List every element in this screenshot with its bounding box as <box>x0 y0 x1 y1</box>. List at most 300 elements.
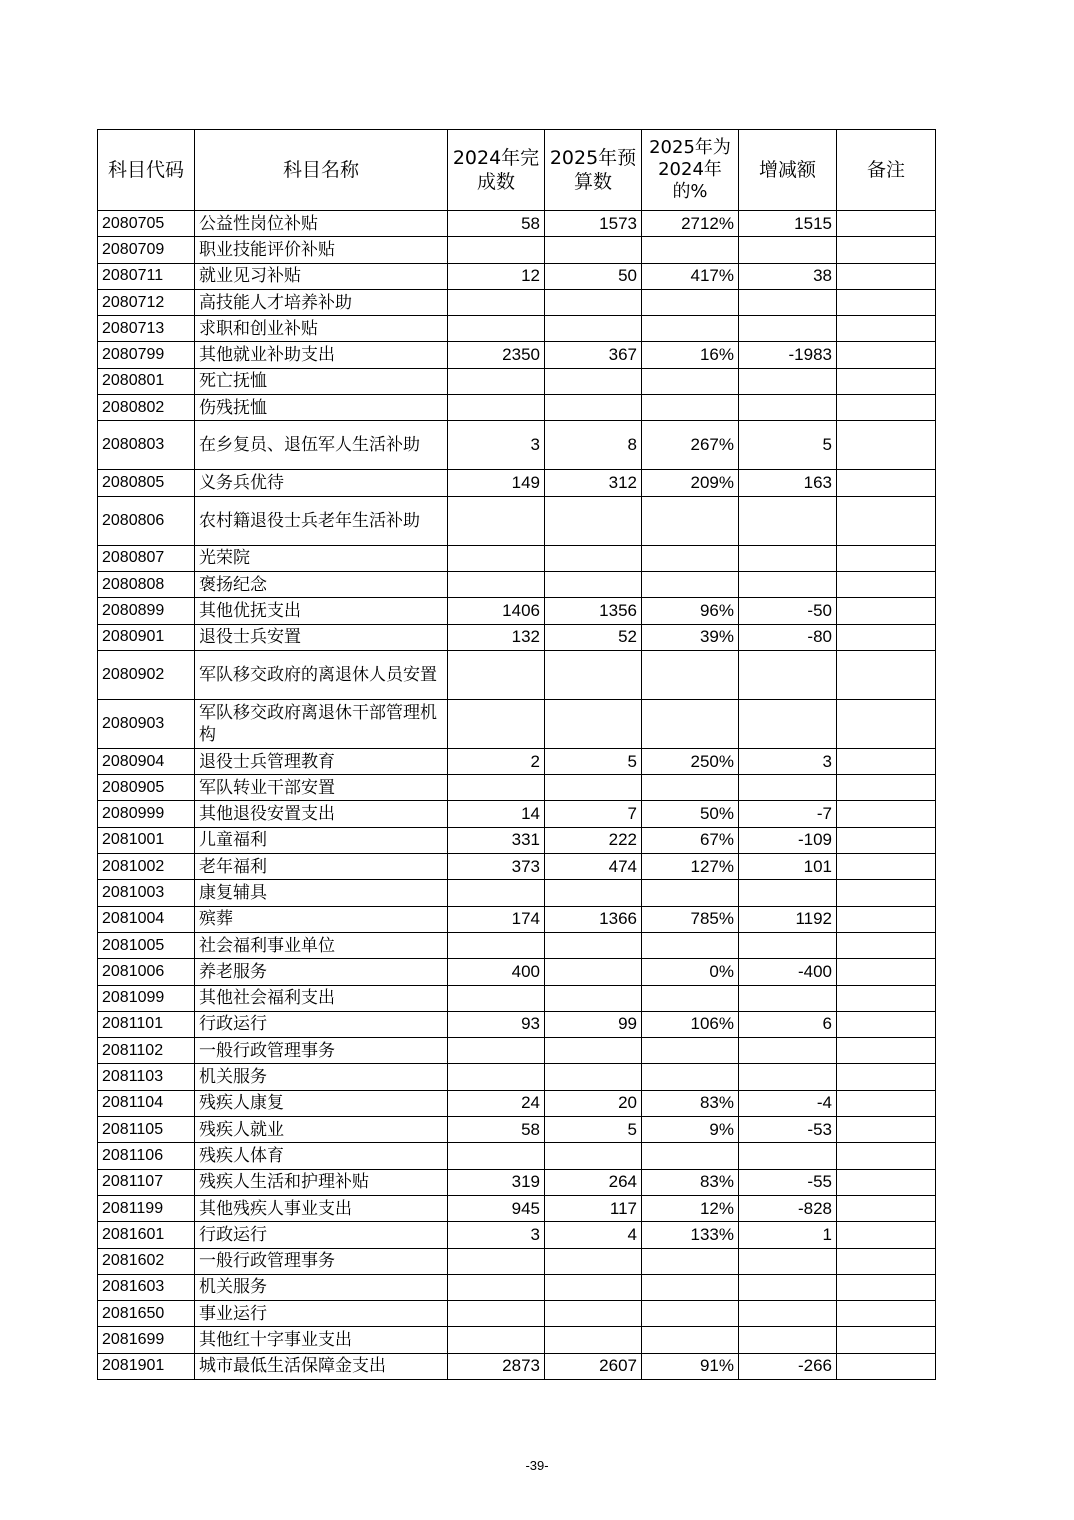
cell-change <box>739 571 837 597</box>
cell-actual-2024: 58 <box>448 1117 545 1143</box>
cell-budget-2025: 20 <box>545 1090 642 1116</box>
cell-percent: 0% <box>642 959 739 985</box>
cell-name: 养老服务 <box>195 959 448 985</box>
cell-budget-2025 <box>545 316 642 342</box>
cell-budget-2025: 4 <box>545 1222 642 1248</box>
cell-remark <box>837 1117 936 1143</box>
table-row <box>98 237 936 263</box>
cell-change <box>739 1064 837 1090</box>
cell-code: 2081107 <box>98 1169 195 1195</box>
cell-code: 2080713 <box>98 316 195 342</box>
table-row <box>98 395 936 421</box>
cell-actual-2024: 373 <box>448 854 545 880</box>
cell-remark <box>837 263 936 289</box>
header-actual-2024: 2024年完成数 <box>448 130 545 211</box>
table-row <box>98 571 936 597</box>
cell-actual-2024 <box>448 1064 545 1090</box>
cell-code: 2081199 <box>98 1195 195 1221</box>
cell-remark <box>837 342 936 368</box>
cell-change: -828 <box>739 1195 837 1221</box>
cell-change: 1 <box>739 1222 837 1248</box>
cell-remark <box>837 801 936 827</box>
cell-remark <box>837 624 936 650</box>
cell-name: 残疾人就业 <box>195 1117 448 1143</box>
cell-remark <box>837 496 936 545</box>
table-row <box>98 1117 936 1143</box>
cell-name: 一般行政管理事务 <box>195 1248 448 1274</box>
cell-name: 事业运行 <box>195 1301 448 1327</box>
cell-name: 行政运行 <box>195 1222 448 1248</box>
table-row <box>98 496 936 545</box>
cell-actual-2024 <box>448 289 545 315</box>
cell-name: 伤残抚恤 <box>195 395 448 421</box>
table-row <box>98 211 936 237</box>
cell-change: -4 <box>739 1090 837 1116</box>
cell-change <box>739 496 837 545</box>
cell-change <box>739 237 837 263</box>
cell-remark <box>837 571 936 597</box>
cell-code: 2080899 <box>98 598 195 624</box>
cell-percent <box>642 316 739 342</box>
cell-change: 163 <box>739 470 837 496</box>
cell-code: 2080711 <box>98 263 195 289</box>
cell-percent: 267% <box>642 421 739 470</box>
cell-actual-2024: 319 <box>448 1169 545 1195</box>
cell-code: 2080802 <box>98 395 195 421</box>
cell-code: 2081102 <box>98 1038 195 1064</box>
cell-name: 死亡抚恤 <box>195 368 448 394</box>
table-row <box>98 470 936 496</box>
cell-name: 殡葬 <box>195 906 448 932</box>
cell-budget-2025: 1356 <box>545 598 642 624</box>
cell-actual-2024: 2350 <box>448 342 545 368</box>
cell-code: 2081006 <box>98 959 195 985</box>
table-row <box>98 545 936 571</box>
cell-actual-2024: 2 <box>448 748 545 774</box>
cell-actual-2024 <box>448 1274 545 1300</box>
header-change: 增减额 <box>739 130 837 211</box>
cell-budget-2025: 117 <box>545 1195 642 1221</box>
cell-budget-2025 <box>545 571 642 597</box>
cell-actual-2024 <box>448 1248 545 1274</box>
cell-code: 2081103 <box>98 1064 195 1090</box>
cell-remark <box>837 1143 936 1169</box>
cell-change <box>739 985 837 1011</box>
cell-actual-2024 <box>448 571 545 597</box>
cell-remark <box>837 699 936 748</box>
cell-code: 2080902 <box>98 650 195 699</box>
cell-budget-2025 <box>545 237 642 263</box>
cell-change: -55 <box>739 1169 837 1195</box>
cell-budget-2025: 2607 <box>545 1353 642 1379</box>
cell-change <box>739 395 837 421</box>
cell-actual-2024: 93 <box>448 1011 545 1037</box>
cell-code: 2080808 <box>98 571 195 597</box>
cell-change <box>739 545 837 571</box>
cell-actual-2024 <box>448 316 545 342</box>
table-body <box>98 211 936 1380</box>
cell-remark <box>837 959 936 985</box>
cell-actual-2024 <box>448 880 545 906</box>
cell-remark <box>837 1038 936 1064</box>
table-row <box>98 1222 936 1248</box>
cell-budget-2025: 222 <box>545 827 642 853</box>
cell-name: 一般行政管理事务 <box>195 1038 448 1064</box>
cell-name: 军队移交政府的离退休人员安置 <box>195 650 448 699</box>
cell-change <box>739 1248 837 1274</box>
table-row <box>98 985 936 1011</box>
cell-actual-2024: 58 <box>448 211 545 237</box>
cell-code: 2081101 <box>98 1011 195 1037</box>
cell-code: 2081901 <box>98 1353 195 1379</box>
cell-change: 3 <box>739 748 837 774</box>
header-code: 科目代码 <box>98 130 195 211</box>
cell-actual-2024 <box>448 1038 545 1064</box>
cell-remark <box>837 906 936 932</box>
cell-name: 高技能人才培养补助 <box>195 289 448 315</box>
table-row <box>98 880 936 906</box>
cell-change: 1192 <box>739 906 837 932</box>
cell-remark <box>837 395 936 421</box>
cell-name: 军队转业干部安置 <box>195 775 448 801</box>
cell-actual-2024: 149 <box>448 470 545 496</box>
cell-code: 2081603 <box>98 1274 195 1300</box>
cell-change: 38 <box>739 263 837 289</box>
budget-table <box>97 129 936 1380</box>
table-row <box>98 368 936 394</box>
cell-actual-2024 <box>448 496 545 545</box>
cell-budget-2025 <box>545 496 642 545</box>
cell-code: 2081601 <box>98 1222 195 1248</box>
cell-name: 康复辅具 <box>195 880 448 906</box>
cell-budget-2025 <box>545 1064 642 1090</box>
header-budget-2025: 2025年预算数 <box>545 130 642 211</box>
cell-code: 2081002 <box>98 854 195 880</box>
cell-actual-2024 <box>448 932 545 958</box>
cell-percent <box>642 289 739 315</box>
cell-budget-2025 <box>545 985 642 1011</box>
cell-code: 2081004 <box>98 906 195 932</box>
cell-code: 2080801 <box>98 368 195 394</box>
cell-actual-2024: 132 <box>448 624 545 650</box>
cell-percent: 2712% <box>642 211 739 237</box>
cell-name: 残疾人生活和护理补贴 <box>195 1169 448 1195</box>
cell-remark <box>837 211 936 237</box>
cell-remark <box>837 650 936 699</box>
table-row <box>98 1038 936 1064</box>
cell-percent <box>642 237 739 263</box>
cell-actual-2024: 1406 <box>448 598 545 624</box>
cell-remark <box>837 985 936 1011</box>
cell-percent <box>642 496 739 545</box>
cell-budget-2025 <box>545 1038 642 1064</box>
table-row <box>98 421 936 470</box>
header-name: 科目名称 <box>195 130 448 211</box>
cell-percent: 83% <box>642 1169 739 1195</box>
cell-name: 职业技能评价补贴 <box>195 237 448 263</box>
cell-percent <box>642 395 739 421</box>
cell-remark <box>837 880 936 906</box>
cell-budget-2025: 264 <box>545 1169 642 1195</box>
cell-budget-2025: 312 <box>545 470 642 496</box>
cell-change: -7 <box>739 801 837 827</box>
cell-percent: 250% <box>642 748 739 774</box>
cell-code: 2081650 <box>98 1301 195 1327</box>
cell-remark <box>837 1301 936 1327</box>
cell-change <box>739 289 837 315</box>
cell-budget-2025 <box>545 932 642 958</box>
cell-actual-2024 <box>448 1327 545 1353</box>
cell-change <box>739 1143 837 1169</box>
cell-percent <box>642 1327 739 1353</box>
table-row <box>98 289 936 315</box>
cell-actual-2024 <box>448 1143 545 1169</box>
cell-remark <box>837 470 936 496</box>
cell-change <box>739 650 837 699</box>
cell-name: 公益性岗位补贴 <box>195 211 448 237</box>
cell-name: 老年福利 <box>195 854 448 880</box>
cell-percent: 91% <box>642 1353 739 1379</box>
cell-actual-2024 <box>448 368 545 394</box>
cell-code: 2081104 <box>98 1090 195 1116</box>
cell-remark <box>837 1248 936 1274</box>
cell-actual-2024: 12 <box>448 263 545 289</box>
cell-budget-2025 <box>545 1248 642 1274</box>
cell-name: 机关服务 <box>195 1274 448 1300</box>
cell-remark <box>837 1090 936 1116</box>
cell-percent: 209% <box>642 470 739 496</box>
cell-change: -266 <box>739 1353 837 1379</box>
cell-change: 101 <box>739 854 837 880</box>
cell-change: 1515 <box>739 211 837 237</box>
cell-budget-2025 <box>545 880 642 906</box>
cell-percent: 12% <box>642 1195 739 1221</box>
cell-budget-2025: 50 <box>545 263 642 289</box>
cell-name: 退役士兵安置 <box>195 624 448 650</box>
cell-budget-2025 <box>545 545 642 571</box>
table-row <box>98 1090 936 1116</box>
cell-code: 2080806 <box>98 496 195 545</box>
cell-remark <box>837 854 936 880</box>
cell-actual-2024 <box>448 395 545 421</box>
cell-code: 2081699 <box>98 1327 195 1353</box>
cell-actual-2024 <box>448 699 545 748</box>
cell-percent <box>642 932 739 958</box>
cell-percent: 417% <box>642 263 739 289</box>
cell-code: 2080805 <box>98 470 195 496</box>
cell-percent: 785% <box>642 906 739 932</box>
cell-code: 2081602 <box>98 1248 195 1274</box>
cell-name: 光荣院 <box>195 545 448 571</box>
cell-percent: 50% <box>642 801 739 827</box>
cell-percent: 16% <box>642 342 739 368</box>
cell-actual-2024: 3 <box>448 421 545 470</box>
table-row <box>98 1327 936 1353</box>
cell-name: 其他退役安置支出 <box>195 801 448 827</box>
cell-change: 6 <box>739 1011 837 1037</box>
cell-budget-2025: 1366 <box>545 906 642 932</box>
cell-actual-2024: 14 <box>448 801 545 827</box>
cell-change: -80 <box>739 624 837 650</box>
cell-percent: 106% <box>642 1011 739 1037</box>
cell-change <box>739 316 837 342</box>
cell-change <box>739 1301 837 1327</box>
cell-code: 2081099 <box>98 985 195 1011</box>
header-percent: 2025年为2024年的% <box>642 130 739 211</box>
cell-budget-2025: 5 <box>545 748 642 774</box>
cell-actual-2024: 3 <box>448 1222 545 1248</box>
cell-name: 机关服务 <box>195 1064 448 1090</box>
cell-name: 儿童福利 <box>195 827 448 853</box>
cell-actual-2024 <box>448 237 545 263</box>
header-remark: 备注 <box>837 130 936 211</box>
cell-budget-2025 <box>545 1274 642 1300</box>
cell-budget-2025: 367 <box>545 342 642 368</box>
cell-remark <box>837 1274 936 1300</box>
cell-percent: 39% <box>642 624 739 650</box>
page-number: -39- <box>525 1458 549 1473</box>
cell-remark <box>837 1327 936 1353</box>
cell-name: 农村籍退役士兵老年生活补助 <box>195 496 448 545</box>
cell-name: 在乡复员、退伍军人生活补助 <box>195 421 448 470</box>
cell-budget-2025: 8 <box>545 421 642 470</box>
cell-change <box>739 932 837 958</box>
cell-budget-2025 <box>545 395 642 421</box>
cell-change <box>739 1038 837 1064</box>
cell-change <box>739 1274 837 1300</box>
table-row <box>98 650 936 699</box>
cell-percent: 133% <box>642 1222 739 1248</box>
cell-change: -50 <box>739 598 837 624</box>
cell-code: 2081001 <box>98 827 195 853</box>
cell-change: -109 <box>739 827 837 853</box>
table-row <box>98 1011 936 1037</box>
table-row <box>98 263 936 289</box>
cell-actual-2024: 174 <box>448 906 545 932</box>
table-row <box>98 1301 936 1327</box>
cell-name: 就业见习补贴 <box>195 263 448 289</box>
table-row <box>98 827 936 853</box>
cell-name: 褒扬纪念 <box>195 571 448 597</box>
cell-budget-2025: 474 <box>545 854 642 880</box>
cell-remark <box>837 1011 936 1037</box>
cell-remark <box>837 1195 936 1221</box>
table-row <box>98 624 936 650</box>
cell-name: 军队移交政府离退休干部管理机构 <box>195 699 448 748</box>
cell-budget-2025 <box>545 368 642 394</box>
cell-change <box>739 368 837 394</box>
cell-name: 其他优抚支出 <box>195 598 448 624</box>
cell-code: 2080999 <box>98 801 195 827</box>
cell-actual-2024: 2873 <box>448 1353 545 1379</box>
cell-name: 残疾人体育 <box>195 1143 448 1169</box>
cell-percent <box>642 650 739 699</box>
cell-change <box>739 699 837 748</box>
cell-percent <box>642 985 739 1011</box>
table-row <box>98 1143 936 1169</box>
cell-percent <box>642 1301 739 1327</box>
cell-name: 求职和创业补贴 <box>195 316 448 342</box>
cell-percent <box>642 1038 739 1064</box>
cell-name: 残疾人康复 <box>195 1090 448 1116</box>
cell-budget-2025: 99 <box>545 1011 642 1037</box>
cell-name: 其他社会福利支出 <box>195 985 448 1011</box>
cell-budget-2025: 7 <box>545 801 642 827</box>
cell-code: 2081106 <box>98 1143 195 1169</box>
cell-change: -53 <box>739 1117 837 1143</box>
cell-percent <box>642 1248 739 1274</box>
cell-name: 城市最低生活保障金支出 <box>195 1353 448 1379</box>
cell-percent <box>642 368 739 394</box>
table-row <box>98 906 936 932</box>
cell-budget-2025: 5 <box>545 1117 642 1143</box>
table-row <box>98 775 936 801</box>
cell-percent <box>642 1274 739 1300</box>
cell-budget-2025 <box>545 1327 642 1353</box>
cell-percent <box>642 1064 739 1090</box>
cell-percent: 9% <box>642 1117 739 1143</box>
table-row <box>98 1274 936 1300</box>
cell-code: 2080904 <box>98 748 195 774</box>
cell-remark <box>837 368 936 394</box>
table-row <box>98 959 936 985</box>
cell-remark <box>837 932 936 958</box>
cell-code: 2080901 <box>98 624 195 650</box>
cell-budget-2025 <box>545 775 642 801</box>
cell-code: 2080709 <box>98 237 195 263</box>
cell-code: 2081003 <box>98 880 195 906</box>
table-row <box>98 932 936 958</box>
cell-actual-2024 <box>448 650 545 699</box>
cell-percent: 83% <box>642 1090 739 1116</box>
cell-percent <box>642 571 739 597</box>
cell-name: 其他红十字事业支出 <box>195 1327 448 1353</box>
cell-code: 2080803 <box>98 421 195 470</box>
cell-change: -400 <box>739 959 837 985</box>
cell-code: 2080903 <box>98 699 195 748</box>
table-row <box>98 1248 936 1274</box>
table-row <box>98 1353 936 1379</box>
table-row <box>98 1195 936 1221</box>
cell-actual-2024: 24 <box>448 1090 545 1116</box>
cell-percent: 127% <box>642 854 739 880</box>
cell-name: 社会福利事业单位 <box>195 932 448 958</box>
cell-code: 2080799 <box>98 342 195 368</box>
cell-remark <box>837 748 936 774</box>
header-row <box>98 130 936 211</box>
cell-remark <box>837 598 936 624</box>
cell-budget-2025 <box>545 699 642 748</box>
cell-percent <box>642 880 739 906</box>
cell-actual-2024: 331 <box>448 827 545 853</box>
table-row <box>98 1169 936 1195</box>
table-row <box>98 699 936 748</box>
cell-remark <box>837 421 936 470</box>
cell-code: 2080705 <box>98 211 195 237</box>
cell-actual-2024: 945 <box>448 1195 545 1221</box>
cell-remark <box>837 1169 936 1195</box>
cell-budget-2025 <box>545 289 642 315</box>
cell-percent: 67% <box>642 827 739 853</box>
cell-percent <box>642 699 739 748</box>
cell-percent <box>642 775 739 801</box>
cell-percent <box>642 1143 739 1169</box>
cell-code: 2081105 <box>98 1117 195 1143</box>
cell-percent <box>642 545 739 571</box>
cell-budget-2025: 52 <box>545 624 642 650</box>
cell-actual-2024 <box>448 775 545 801</box>
cell-code: 2080712 <box>98 289 195 315</box>
